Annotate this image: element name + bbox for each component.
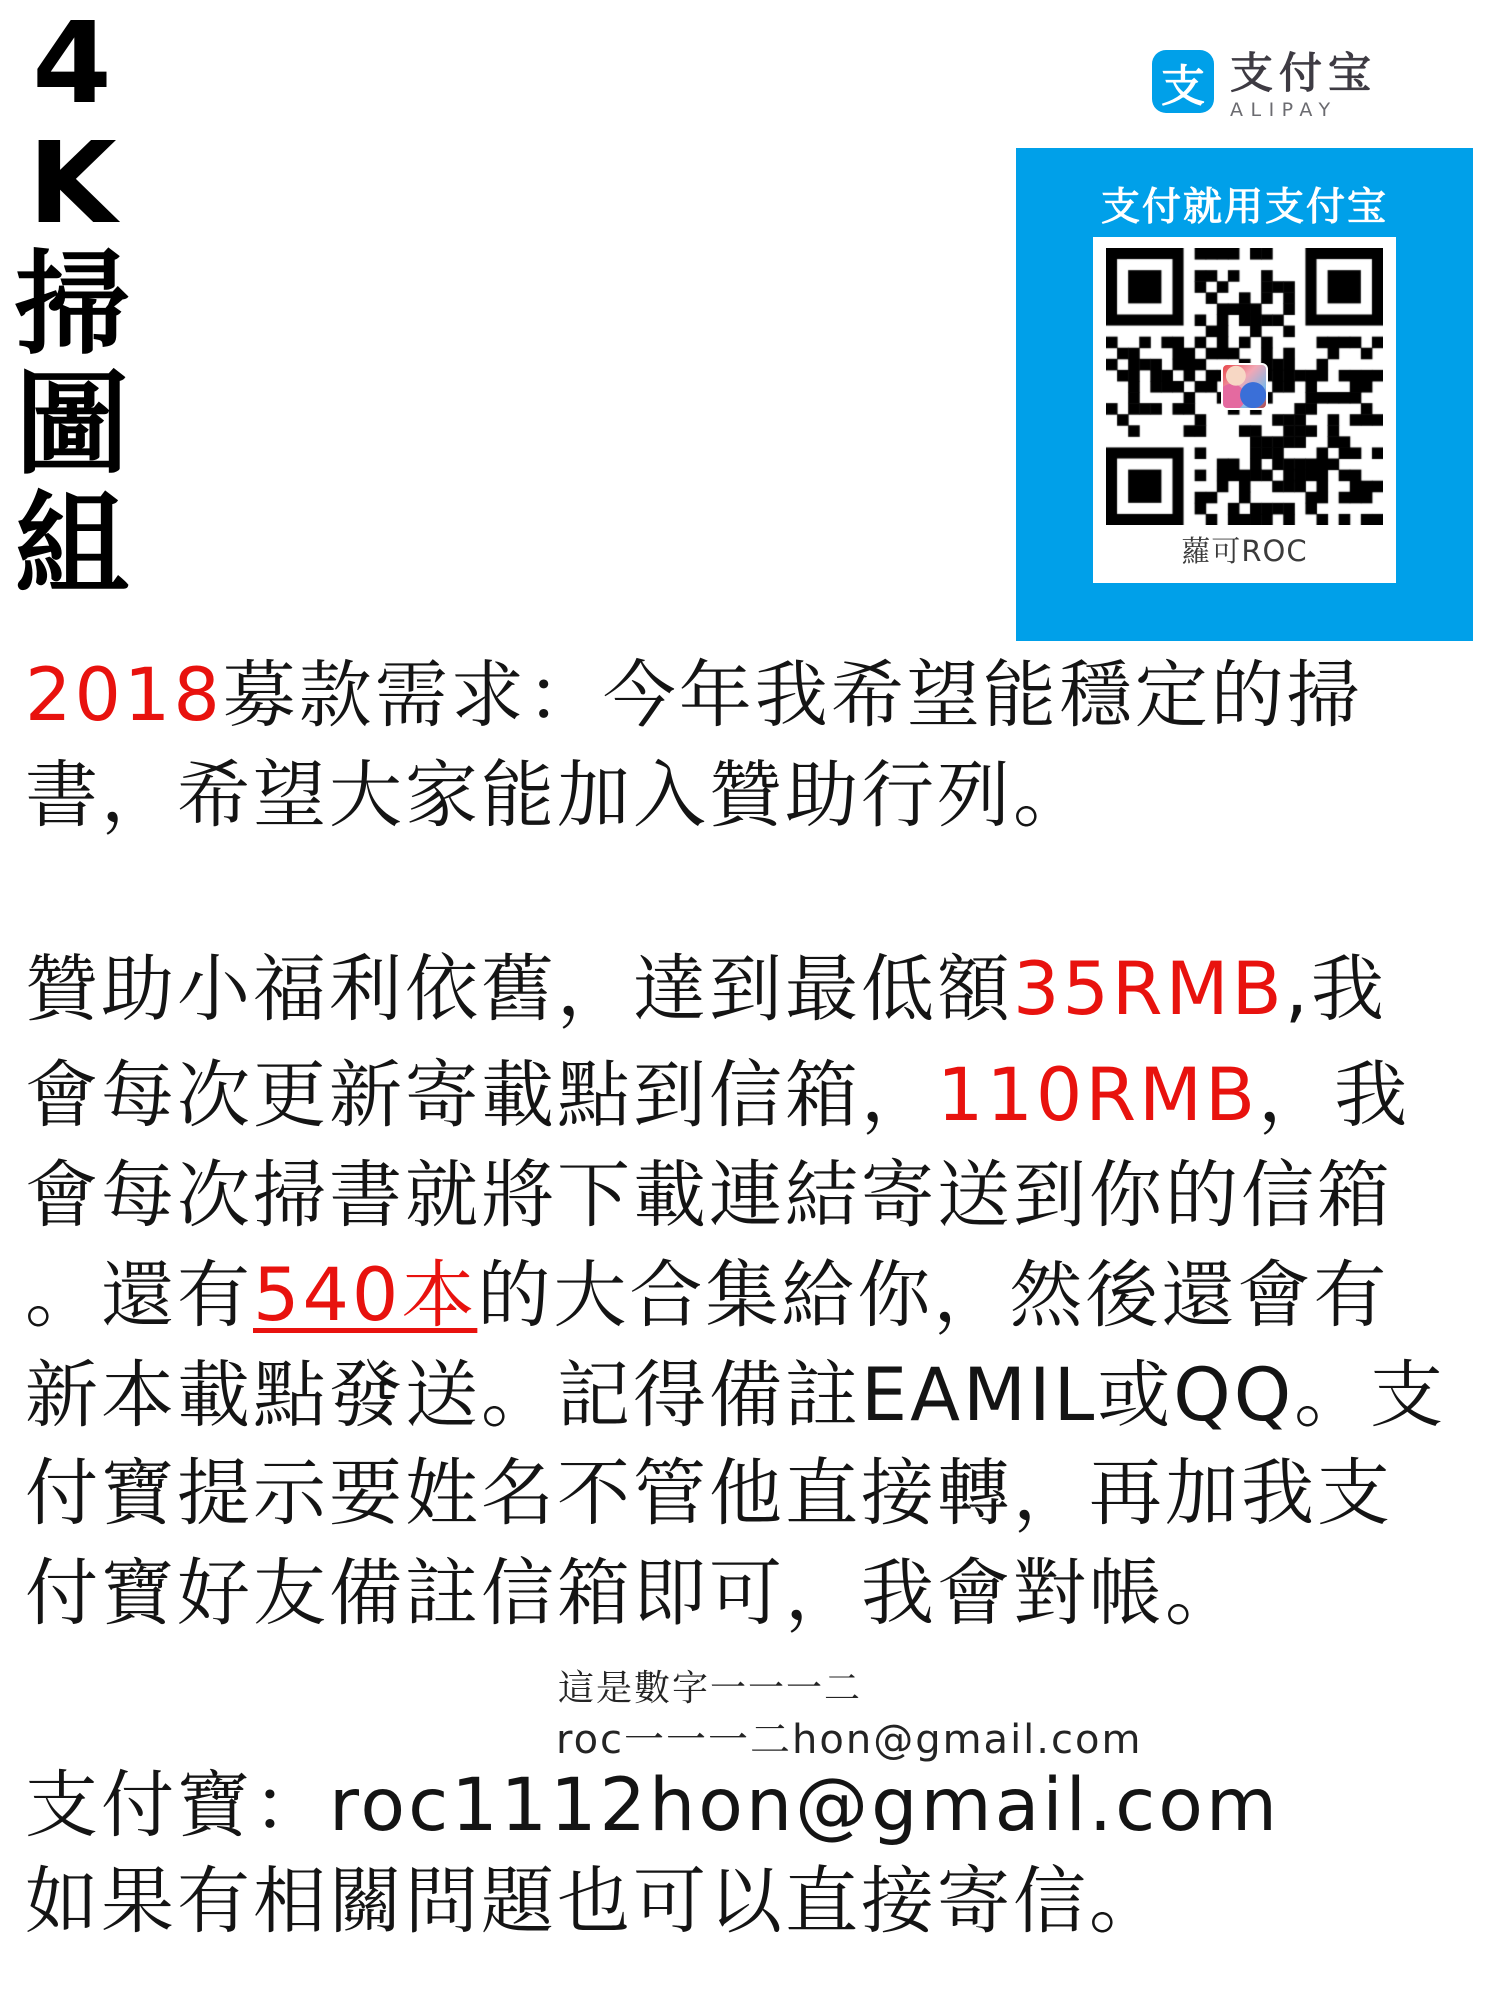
qr-center-avatar [1221,363,1268,410]
title-char: 4 [32,0,112,129]
body-line [25,653,1363,738]
body-text: 募款需求：今年我希望能穩定的掃 [222,653,1363,738]
highlight-amount-35rmb: 35RMB [1013,947,1285,1032]
body-line [25,1353,1447,1438]
highlight-540-volumes: 540本 [253,1253,478,1338]
title-char: 掃 [14,239,130,370]
highlight-amount-110rmb: 110RMB [937,1053,1259,1138]
qr-card [1093,237,1396,583]
body-text: 會每次更新寄載點到信箱， [25,1053,937,1138]
page-title-vertical [14,0,130,611]
body-text: 贊助小福利依舊，達到最低額 [25,947,1013,1032]
body-text: ,我 [1284,947,1387,1032]
body-text: 。還有 [25,1253,253,1338]
body-line [25,1451,1393,1536]
body-text: 的大合集給你，然後還會有 [477,1253,1390,1338]
body-line [25,753,1089,838]
body-line [25,1253,1390,1338]
qr-owner-label: 蘿可ROC [1181,534,1308,568]
digits-hint-note: 這是數字一一一二 [558,1668,863,1709]
alipay-account-line [25,1763,1281,1848]
alipay-slogan: 支付就用支付宝 [1100,185,1388,230]
alipay-logo-icon: 支 [1152,50,1214,113]
title-char: 圖 [14,360,130,491]
body-text: 付寶提示要姓名不管他直接轉，再加我支 [25,1451,1393,1536]
title-char: 組 [14,480,130,611]
alipay-logo [1152,50,1377,121]
alipay-name-en: ALIPAY [1230,99,1338,121]
body-line [25,947,1387,1032]
highlight-year: 2018 [25,653,223,738]
body-line [25,1551,1241,1636]
body-text: 會每次掃書就將下載連結寄送到你的信箱 [25,1153,1393,1238]
contact-line [25,1859,1165,1944]
body-line [25,1153,1393,1238]
alipay-name-cn: 支付宝 [1230,49,1377,99]
email-hint-note: roc一一一二hon@gmail.com [556,1717,1143,1763]
contact-text: 如果有相關問題也可以直接寄信。 [25,1859,1165,1944]
body-text: ，我 [1258,1053,1411,1138]
alipay-logo-text [1230,50,1377,121]
alipay-account-text: 支付寶：roc1112hon@gmail.com [25,1763,1281,1848]
alipay-qr-panel [1016,148,1473,641]
body-text: 新本載點發送。記得備註EAMIL或QQ。支 [25,1353,1447,1438]
title-char: K [27,119,117,250]
body-text: 付寶好友備註信箱即可，我會對帳。 [25,1551,1241,1636]
body-text: 書，希望大家能加入贊助行列。 [25,753,1089,838]
body-line [25,1053,1411,1138]
